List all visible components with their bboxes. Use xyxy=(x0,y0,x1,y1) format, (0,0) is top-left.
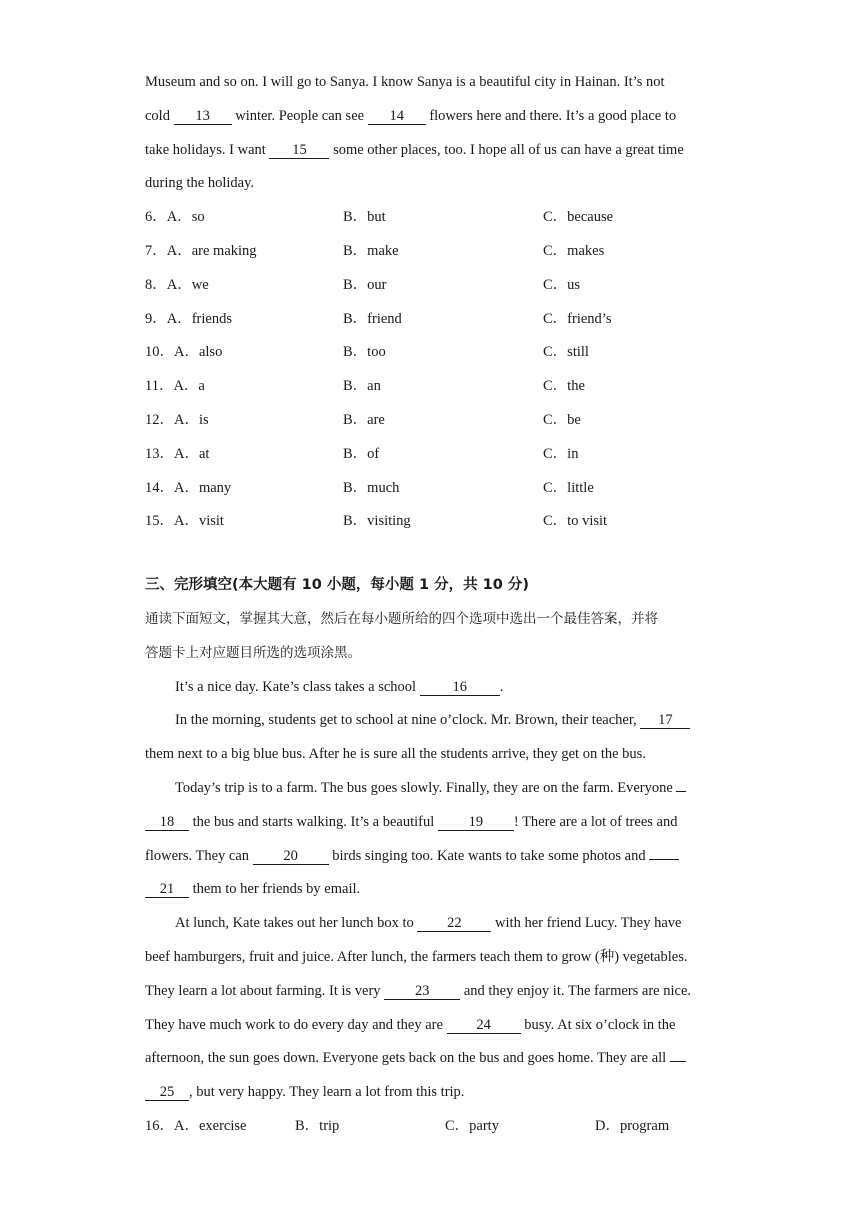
option-a[interactable]: 14．A．many xyxy=(145,479,232,496)
passage-text: with her friend Lucy. They have xyxy=(491,915,682,932)
option-b[interactable]: B．much xyxy=(343,479,400,496)
passage-text: , but very happy. They learn a lot from this trip. xyxy=(189,1084,465,1101)
blank-17: 17 xyxy=(640,712,690,729)
option-row xyxy=(145,505,725,539)
option-b[interactable]: B．of xyxy=(343,445,380,462)
passage-line xyxy=(145,975,725,1009)
blank-22: 22 xyxy=(417,915,491,932)
option-b[interactable]: B．but xyxy=(343,209,386,226)
option-a[interactable]: 11．A．a xyxy=(145,378,205,395)
option-16-d[interactable]: D．program xyxy=(595,1117,670,1134)
option-c[interactable]: C．because xyxy=(543,209,614,226)
option-b[interactable]: B．make xyxy=(343,242,399,259)
option-c[interactable]: C．friend’s xyxy=(543,310,612,327)
option-a[interactable]: 6．A．so xyxy=(145,209,205,226)
section-title: 三、完形填空(本大题有 10 小题，每小题 1 分，共 10 分) xyxy=(145,577,529,594)
option-row xyxy=(145,472,725,506)
passage-text: cold xyxy=(145,107,174,124)
option-b[interactable]: B．an xyxy=(343,378,381,395)
option-a[interactable]: 9．A．friends xyxy=(145,310,232,327)
passage-text: At lunch, Kate takes out her lunch box to xyxy=(175,915,418,932)
exam-page xyxy=(145,66,725,1144)
passage-text: Today’s trip is to a farm. The bus goes slowly. Finally, they are on the farm. Everyone xyxy=(175,779,677,796)
passage-text: beef hamburgers, fruit and juice. After lunch, the farmers teach them to grow (种) vegetables. xyxy=(145,948,688,965)
passage-text: . xyxy=(499,678,504,695)
passage-text: busy. At six o’clock in the xyxy=(520,1016,676,1033)
passage-line xyxy=(145,1009,725,1043)
option-c[interactable]: C．in xyxy=(543,445,579,462)
passage-text: the bus and starts walking. It’s a beautiful xyxy=(189,813,438,830)
passage-text: flowers here and there. It’s a good place to xyxy=(425,107,677,124)
passage-text: They learn a lot about farming. It is very xyxy=(145,982,385,999)
option-16-c[interactable]: C．party xyxy=(445,1117,499,1134)
passage-text: them to her friends by email. xyxy=(189,881,361,898)
passage-text: take holidays. I want xyxy=(145,141,270,158)
option-row xyxy=(145,269,725,303)
passage-line xyxy=(145,704,725,738)
option-a[interactable]: 12．A．is xyxy=(145,411,209,428)
passage-text: them next to a big blue bus. After he is sure all the students arrive, they get on the bus. xyxy=(145,746,646,763)
option-b[interactable]: B．friend xyxy=(343,310,402,327)
blank-19: 19 xyxy=(438,814,514,831)
option-a[interactable]: 8．A．we xyxy=(145,276,209,293)
passage-line xyxy=(145,66,725,100)
passage-text: flowers. They can xyxy=(145,847,253,864)
blank-13: 13 xyxy=(174,108,232,125)
blank-16: 16 xyxy=(420,679,500,696)
option-b[interactable]: B．too xyxy=(343,344,386,361)
blank-25: 25 xyxy=(145,1084,189,1101)
option-row xyxy=(145,336,725,370)
option-16-a[interactable]: 16．A．exercise xyxy=(145,1117,247,1134)
options-list xyxy=(145,201,725,539)
option-row xyxy=(145,438,725,472)
option-b[interactable]: B．visiting xyxy=(343,513,411,530)
option-a[interactable]: 15．A．visit xyxy=(145,513,224,530)
option-c[interactable]: C．makes xyxy=(543,242,605,259)
passage-line xyxy=(145,738,725,772)
passage-text: some other places, too. I hope all of us can have a great time xyxy=(329,141,684,158)
option-a[interactable]: 13．A．at xyxy=(145,445,210,462)
option-row xyxy=(145,303,725,337)
blank-20: 20 xyxy=(253,848,329,865)
blank-25-start xyxy=(670,1061,686,1062)
blank-18-start xyxy=(676,791,686,792)
option-a[interactable]: 7．A．are making xyxy=(145,242,257,259)
instructions: 通读下面短文，掌握其大意，然后在每小题所给的四个选项中选出一个最佳答案，并将 xyxy=(145,610,658,627)
passage-line xyxy=(145,873,725,907)
instructions: 答题卡上对应题目所选的选项涂黑。 xyxy=(145,644,361,661)
passage-line xyxy=(145,840,725,874)
option-row xyxy=(145,404,725,438)
option-row xyxy=(145,235,725,269)
passage-text: during the holiday. xyxy=(145,175,254,192)
option-c[interactable]: C．still xyxy=(543,344,589,361)
passage-line xyxy=(145,167,725,201)
passage-line xyxy=(145,806,725,840)
passage-line xyxy=(145,134,725,168)
passage-line xyxy=(145,1076,725,1110)
blank-15: 15 xyxy=(269,142,329,159)
passage-text: It’s a nice day. Kate’s class takes a school xyxy=(175,678,420,695)
passage-text: Museum and so on. I will go to Sanya. I know Sanya is a beautiful city in Hainan. It’s not xyxy=(145,74,665,90)
option-b[interactable]: B．are xyxy=(343,411,385,428)
blank-24: 24 xyxy=(447,1017,521,1034)
passage-text: birds singing too. Kate wants to take some photos and xyxy=(328,847,650,864)
passage-line xyxy=(145,907,725,941)
blank-23: 23 xyxy=(384,983,460,1000)
blank-14: 14 xyxy=(368,108,426,125)
option-b[interactable]: B．our xyxy=(343,276,387,293)
question-16-options xyxy=(145,1110,725,1144)
option-c[interactable]: C．to visit xyxy=(543,513,608,530)
passage-text: winter. People can see xyxy=(231,107,368,124)
passage-text: and they enjoy it. The farmers are nice. xyxy=(460,982,692,999)
passage-text: They have much work to do every day and they are xyxy=(145,1016,447,1033)
option-c[interactable]: C．be xyxy=(543,411,581,428)
option-c[interactable]: C．little xyxy=(543,479,594,496)
option-c[interactable]: C．us xyxy=(543,276,581,293)
passage-text: afternoon, the sun goes down. Everyone gets back on the bus and goes home. They are all xyxy=(145,1050,670,1067)
option-row xyxy=(145,201,725,235)
option-c[interactable]: C．the xyxy=(543,378,585,395)
passage-line xyxy=(145,941,725,975)
blank-18: 18 xyxy=(145,814,189,831)
option-a[interactable]: 10．A．also xyxy=(145,344,223,361)
passage-line xyxy=(145,100,725,134)
passage-text: ! There are a lot of trees and xyxy=(513,813,678,830)
passage-line xyxy=(145,772,725,806)
blank-21: 21 xyxy=(145,881,189,898)
option-row xyxy=(145,370,725,404)
passage-line xyxy=(145,671,725,705)
option-16-b[interactable]: B．trip xyxy=(295,1117,340,1134)
passage-line xyxy=(145,1042,725,1076)
passage-text: In the morning, students get to school at nine o’clock. Mr. Brown, their teacher, xyxy=(175,712,641,729)
blank-21-start xyxy=(649,859,679,860)
